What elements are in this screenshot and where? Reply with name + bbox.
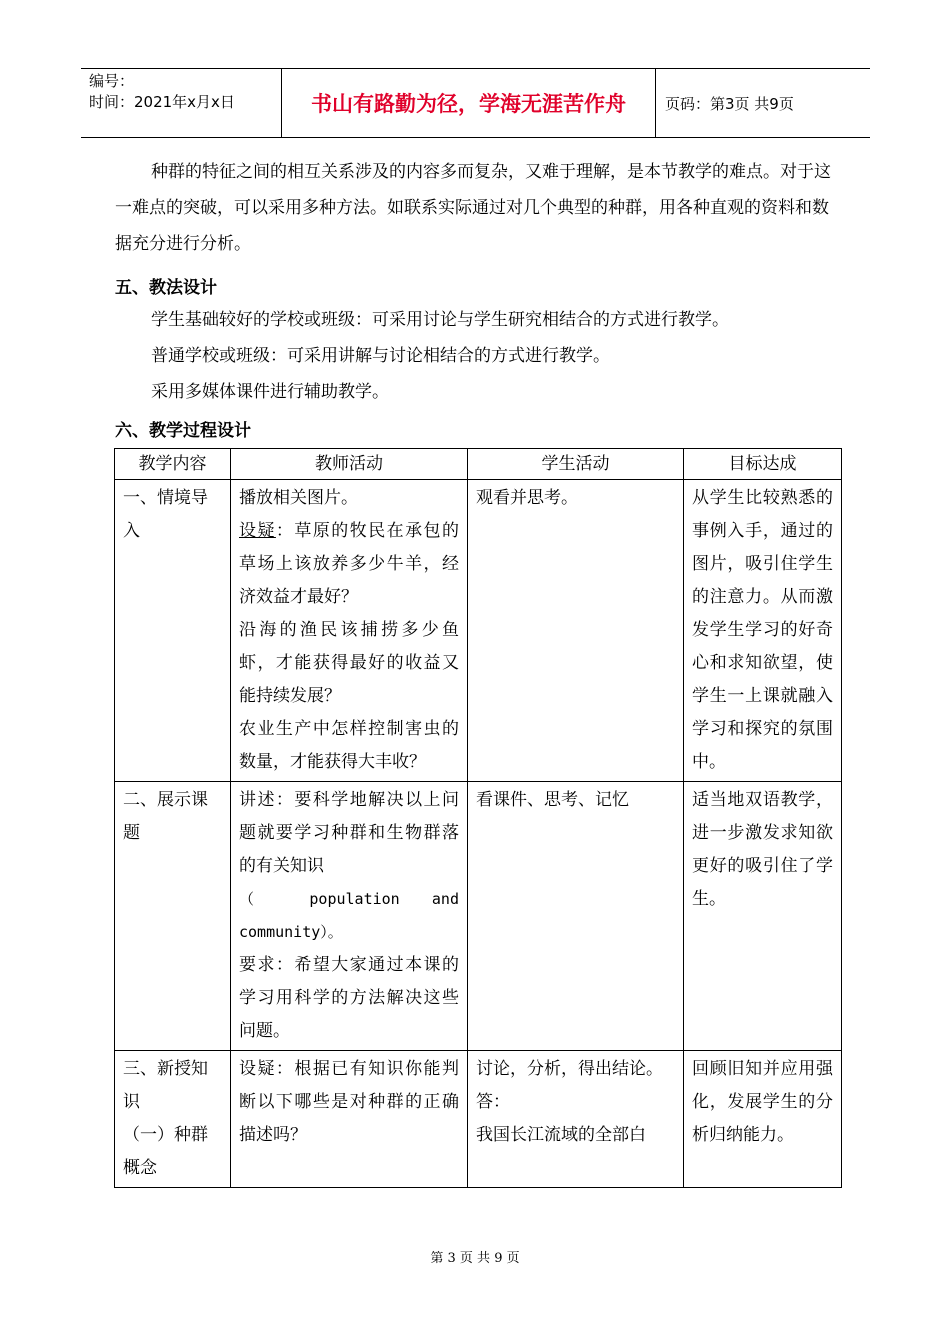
- student-text: 我国长江流域的全部白: [476, 1125, 646, 1145]
- table-row: [115, 1051, 842, 1188]
- content-text: 三、新授知识: [123, 1059, 208, 1112]
- column-header: 教师活动: [231, 449, 468, 480]
- table-row: [115, 480, 842, 782]
- method-line: 采用多媒体课件进行辅助教学。: [151, 382, 389, 402]
- student-activity-cell: 看课件、思考、记忆: [468, 782, 684, 1051]
- teacher-text: （ population and community）。: [239, 890, 459, 941]
- teacher-text-rest: ：草原的牧民在承包的草场上该放养多少牛羊，经济效益才最好？: [239, 521, 460, 607]
- teacher-activity-cell: [231, 480, 468, 782]
- goal-cell: 从学生比较熟悉的事例入手，通过的图片，吸引住学生的注意力。从而激发学生学习的好奇心和求知欲望，使学生一上课就融入学习和探究的氛围中。: [684, 480, 842, 782]
- header-motto: 书山有路勤为径，学海无涯苦作舟: [311, 92, 626, 116]
- document-number: 编号：: [89, 72, 135, 90]
- content-text: （一）种群概念: [123, 1125, 208, 1178]
- teacher-activity-cell: 设疑：根据已有知识你能判断以下哪些是对种群的正确描述吗？: [231, 1051, 468, 1188]
- lesson-process-table: [114, 448, 842, 1188]
- teacher-text: 沿海的渔民该捕捞多少鱼虾，才能获得最好的收益又能持续发展？: [239, 620, 459, 706]
- header-divider: [655, 69, 656, 137]
- content-cell: 一、情境导入: [115, 480, 231, 782]
- student-activity-cell: [468, 1051, 684, 1188]
- intro-paragraph: 种群的特征之间的相互关系涉及的内容多而复杂，又难于理解，是本节教学的难点。对于这一难点的突破，可以采用多种方法。如联系实际通过对几个典型的种群，用各种直观的资料和数据充分进行分析。: [115, 162, 831, 254]
- column-header: 教学内容: [115, 449, 231, 480]
- page-header: [81, 68, 870, 138]
- student-text: 讨论，分析，得出结论。: [476, 1059, 663, 1079]
- goal-cell: 适当地双语教学，进一步激发求知欲更好的吸引住了学生。: [684, 782, 842, 1051]
- content-cell: 二、展示课题: [115, 782, 231, 1051]
- teacher-text: 农业生产中怎样控制害虫的数量，才能获得大丰收？: [239, 719, 459, 772]
- section-heading-teaching-methods: 五、教法设计: [115, 278, 217, 298]
- method-line: 学生基础较好的学校或班级：可采用讨论与学生研究相结合的方式进行教学。: [151, 310, 729, 330]
- student-text: 答：: [476, 1092, 510, 1112]
- header-page-number: 页码：第3页 共9页: [665, 94, 794, 113]
- teacher-activity-cell: [231, 782, 468, 1051]
- student-activity-cell: 观看并思考。: [468, 480, 684, 782]
- content-cell: [115, 1051, 231, 1188]
- table-header-row: [115, 449, 842, 480]
- teacher-text: 要求：希望大家通过本课的学习用科学的方法解决这些问题。: [239, 955, 459, 1041]
- column-header: 学生活动: [468, 449, 684, 480]
- method-line: 普通学校或班级：可采用讲解与讨论相结合的方式进行教学。: [151, 346, 610, 366]
- question-label: 设疑: [239, 521, 276, 541]
- document-date: 时间：2021年x月x日: [89, 93, 235, 111]
- teacher-text: 播放相关图片。: [239, 488, 358, 508]
- teacher-text: 讲述：要科学地解决以上问题就要学习种群和生物群落的有关知识: [239, 790, 459, 876]
- column-header: 目标达成: [684, 449, 842, 480]
- teacher-text: [239, 515, 459, 614]
- header-meta: [89, 71, 235, 113]
- section-heading-process: 六、教学过程设计: [115, 421, 251, 441]
- goal-cell: 回顾旧知并应用强化，发展学生的分析归纳能力。: [684, 1051, 842, 1188]
- table-row: [115, 782, 842, 1051]
- page-footer: 第 3 页 共 9 页: [430, 1251, 520, 1266]
